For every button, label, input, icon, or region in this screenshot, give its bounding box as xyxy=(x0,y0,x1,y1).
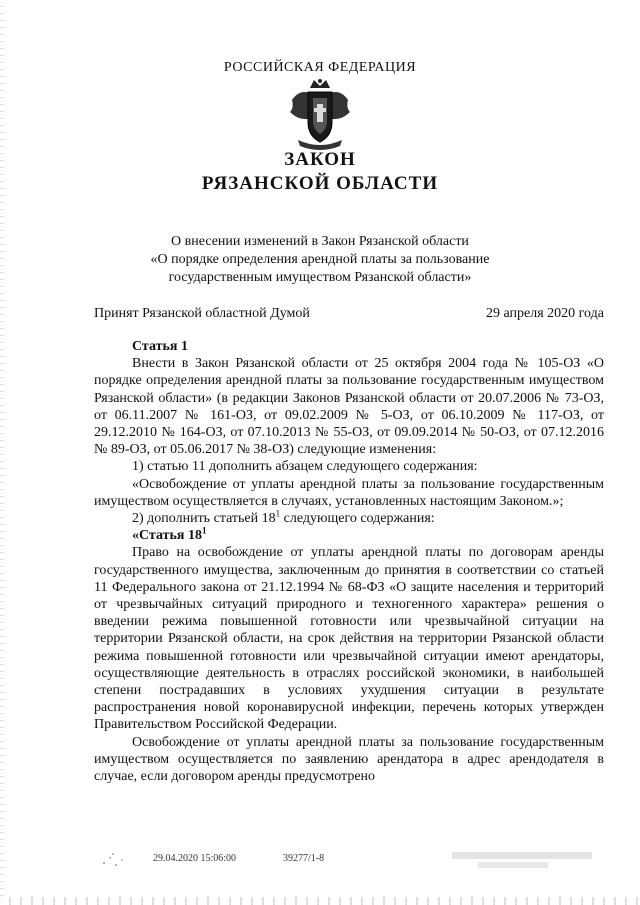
new-article-paragraph-1: Право на освобождение от уплаты арендной платы по договорам аренды государственного имущества, заключенным до принятия в соответствии со статьей 11 Федерального закона от 21.12.1994 № 68-ФЗ «О защите населения и территорий от чрезвычайных ситуаций природного и техногенного характера» решения о введении режима повышенной готовности или чрезвычайной ситуации на территории Рязанской области, на срок действия на территории Рязанской области режима повышенной готовности или чрезвычайной ситуации имеют арендаторы, осуществляющие деятельность в отраслях российской экономики, в наибольшей степени пострадавших в условиях ухудшения ситуации в результате распространения новой коронавирусной инфекции, перечень которых утвержден Правительством Российской Федерации. xyxy=(94,545,604,733)
coat-of-arms-icon xyxy=(286,78,354,152)
article-1-heading: Статья 1 xyxy=(132,339,188,354)
law-title xyxy=(0,148,640,196)
new-article-paragraph-2: Освобождение от уплаты арендной платы за пользование государственным имуществом осуществляется по заявлению арендатора в адрес арендодателя в случае, если договором аренды предусмотрено xyxy=(94,734,604,785)
registration-stamp-icon xyxy=(448,849,598,873)
scan-edge-left xyxy=(0,0,4,905)
new-article-title: «Статья 18 xyxy=(132,528,202,544)
adopted-by: Принят Рязанской областной Думой xyxy=(94,306,310,321)
footer-doc-number: 39277/1-8 xyxy=(283,853,325,864)
law-subject xyxy=(0,233,640,287)
subject-line-3: государственным имуществом Рязанской области» xyxy=(168,270,472,285)
article-1 xyxy=(94,338,604,785)
scan-artifact-icon xyxy=(96,849,130,871)
new-article-heading xyxy=(94,527,604,544)
amendment-item-1: 1) статью 11 дополнить абзацем следующего содержания: xyxy=(132,459,478,475)
amendment-item-2 xyxy=(94,510,604,527)
page-footer xyxy=(0,853,640,873)
scan-edge-bottom xyxy=(0,897,640,905)
country-heading: РОССИЙСКАЯ ФЕДЕРАЦИЯ xyxy=(223,60,417,75)
subject-line-1: О внесении изменений в Закон Рязанской области xyxy=(171,234,469,249)
item-2-superscript: 1 xyxy=(275,508,281,519)
footer-timestamp: 29.04.2020 15:06:00 xyxy=(153,853,237,864)
article-1-intro: Внести в Закон Рязанской области от 25 октября 2004 года № 105-ОЗ «О порядке определения арендной платы за пользование государственным имуществом Рязанской области» (в редакции Законов Рязанской области от 20.07.2006 № 73-ОЗ, от 06.11.2007 № 161-ОЗ, от 09.02.2009 № 5-ОЗ, от 06.10.2009 № 117-ОЗ, от 29.12.2010 № 164-ОЗ, от 07.10.2013 № 55-ОЗ, от 09.09.2014 № 50-ОЗ, от 07.12.2016 № 89-ОЗ, от 05.06.2017 № 38-ОЗ) следующие изменения: xyxy=(94,356,604,458)
subject-line-2: «О порядке определения арендной платы за пользование xyxy=(150,252,490,267)
adoption-line xyxy=(94,306,604,322)
item-2-text-end: следующего содержания: xyxy=(280,511,435,527)
amendment-item-1-quote: «Освобождение от уплаты арендной платы за пользование государственным имуществом осуществляется в случаях, установленных настоящим Законом.»; xyxy=(94,476,604,509)
law-word: ЗАКОН xyxy=(284,149,356,170)
region-name: РЯЗАНСКОЙ ОБЛАСТИ xyxy=(201,173,439,194)
new-article-superscript: 1 xyxy=(201,525,207,536)
item-2-text: 2) дополнить статьей 18 xyxy=(132,511,276,527)
adoption-date: 29 апреля 2020 года xyxy=(486,306,604,321)
